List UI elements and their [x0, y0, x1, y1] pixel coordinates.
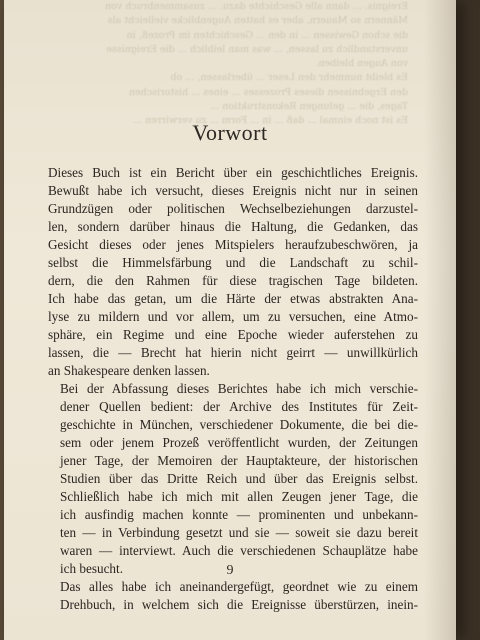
bleed-line: Es bleibt nunmehr den Leser ... überlassen, ... ob: [170, 72, 408, 84]
bleed-line: die schon Gewissen ... in den ... Geschichten im Prozeß, in: [126, 29, 408, 41]
bleed-line: Tages, die ... gelungen Rekonstruktion ...: [210, 101, 408, 113]
text-line: Schließlich habe ich mich mit allen Zeugen jener Tage, die: [60, 489, 418, 504]
text-line: an Shakespeare denken lassen.: [48, 363, 210, 378]
text-line: waren — interviewt. Auch die verschiedenen Schauplätze habe: [60, 543, 418, 558]
book-page: [4, 0, 456, 640]
bleed-line: Es ist noch einmal ... daß ... in ... Form ... zu verwirren ...: [132, 115, 408, 127]
text-line: Das alles habe ich aneinandergefügt, geordnet wie zu einem: [60, 579, 418, 594]
bleed-line: Männern so Mauern, aber es hatten Augenblicke vielleicht als: [107, 15, 408, 27]
text-line: Studien über das Dritte Reich und über das Ereignis selbst.: [60, 471, 418, 486]
text-line: sem oder jenem Prozeß veröffentlicht wurden, der Zeitungen: [60, 435, 418, 450]
bleed-through-text: [4, 0, 456, 127]
text-line: Ich habe das getan, um die Härte der etwas abstrakten Ana-: [48, 291, 418, 306]
text-line: Bewußt habe ich versucht, dieses Ereignis nicht nur in seinen: [48, 183, 418, 198]
text-line: Grundzügen oder politischen Wechselbeziehungen darzustel-: [48, 201, 418, 216]
paragraph: [48, 380, 418, 578]
page-heading: Vorwort: [192, 120, 268, 145]
text-line: sphäre, ein Regime und eine Epoche wieder auferstehen zu: [48, 327, 418, 342]
text-line: jener Tage, der Memoiren der Hauptakteure, der historischen: [60, 453, 418, 468]
text-line: ich ausfindig machen konnte — prominenten und unbekann-: [60, 507, 418, 522]
text-line: Drehbuch, in welchem sich die Ereignisse überstürzen, inein-: [60, 597, 418, 612]
paragraph: [48, 578, 418, 614]
text-line: lassen, die — Brecht hat hierin nicht geirrt — unwillkürlich: [48, 345, 418, 360]
text-line: dener Quellen bedient: der Archive des Institutes für Zeit-: [60, 399, 418, 414]
text-line: lyse zu mildern und vor allem, um zu versuchen, eine Atmo-: [48, 309, 418, 324]
bleed-line: unverstandlich zu lassen, ... was man leiblich ... die Ereignisse: [106, 43, 408, 55]
bleed-line: Ereignis. ... dann alle Geschichte dazu. ... zusammenbruch von: [104, 1, 408, 12]
bleed-line: den Ergebnissen dieses Prozesses ... eines ... historischen: [128, 86, 408, 98]
text-line: geschichte in München, verschiedener Dokumente, die bei die-: [60, 417, 418, 432]
text-line: dern, die den Rahmen für diese tragischen Tage bildeten.: [48, 273, 418, 288]
text-line: Bei der Abfassung dieses Berichtes habe ich mich verschie-: [60, 381, 418, 396]
text-line: Dieses Buch ist ein Bericht über ein geschichtliches Ereignis.: [48, 165, 418, 180]
text-line: len, sondern darüber hinaus die Haltung, die Gedanken, das: [48, 219, 418, 234]
bleed-line: von Augen bleiben.: [315, 58, 408, 70]
body-text: [48, 164, 418, 614]
text-line: Gesicht dieses oder jenes Mitspielers heraufzubeschwören, ja: [48, 237, 418, 252]
text-line: selbst die Himmelsfärbung und die Landschaft zu schil-: [48, 255, 418, 270]
text-line: ten — in Verbindung gesetzt und sie — soweit sie dazu bereit: [60, 525, 418, 540]
paragraph: [48, 164, 418, 380]
text-line: ich besucht.: [60, 561, 123, 576]
page-number: 9: [226, 563, 234, 578]
